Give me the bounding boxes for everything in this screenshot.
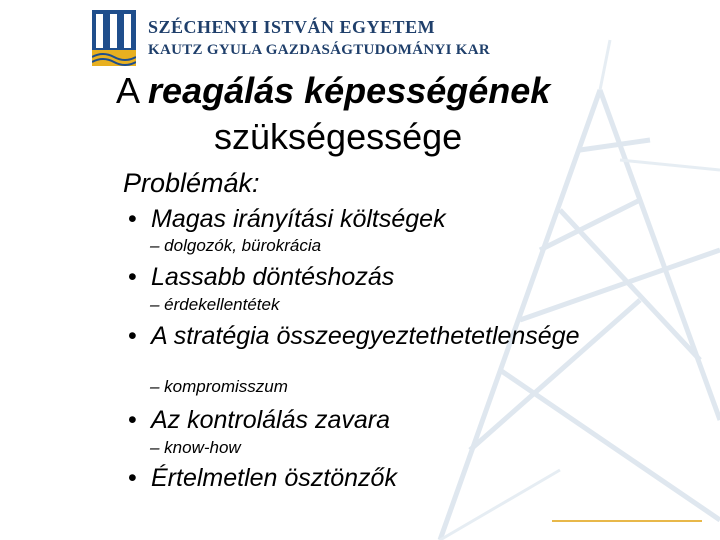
list-subitem: – know-how	[150, 438, 241, 457]
list-item-text: Lassabb döntéshozás	[151, 263, 395, 291]
list-item-text: Az kontrolálás zavara	[151, 406, 391, 434]
list-item	[128, 262, 394, 292]
bullet-icon: •	[128, 322, 137, 350]
bullet-icon: •	[128, 205, 137, 233]
list-subitem: – érdekellentétek	[150, 295, 280, 314]
title-line-2: szükségessége	[214, 116, 463, 157]
list-item	[128, 321, 580, 351]
university-name: SZÉCHENYI ISTVÁN EGYETEM	[148, 17, 436, 37]
list-item	[128, 405, 390, 435]
bullet-icon: •	[128, 263, 137, 291]
list-item-text: Magas irányítási költségek	[151, 205, 446, 233]
university-logo-icon	[92, 10, 136, 66]
bullet-icon: •	[128, 406, 137, 434]
faculty-name: KAUTZ GYULA GAZDASÁGTUDOMÁNYI KAR	[148, 42, 491, 58]
list-item	[128, 463, 397, 493]
section-label: Problémák:	[123, 168, 260, 198]
list-item-text: A stratégia összeegyeztethetetlensége	[151, 322, 580, 350]
title-prefix: A	[116, 70, 149, 111]
bullet-icon: •	[128, 464, 137, 492]
list-subitem: – kompromisszum	[150, 377, 288, 396]
accent-divider	[552, 520, 702, 522]
list-item	[128, 204, 446, 234]
list-item-text: Értelmetlen ösztönzők	[151, 464, 397, 492]
title-emphasis: reagálás képességének	[148, 70, 551, 111]
list-subitem: – dolgozók, bürokrácia	[150, 236, 322, 255]
header	[92, 10, 490, 66]
